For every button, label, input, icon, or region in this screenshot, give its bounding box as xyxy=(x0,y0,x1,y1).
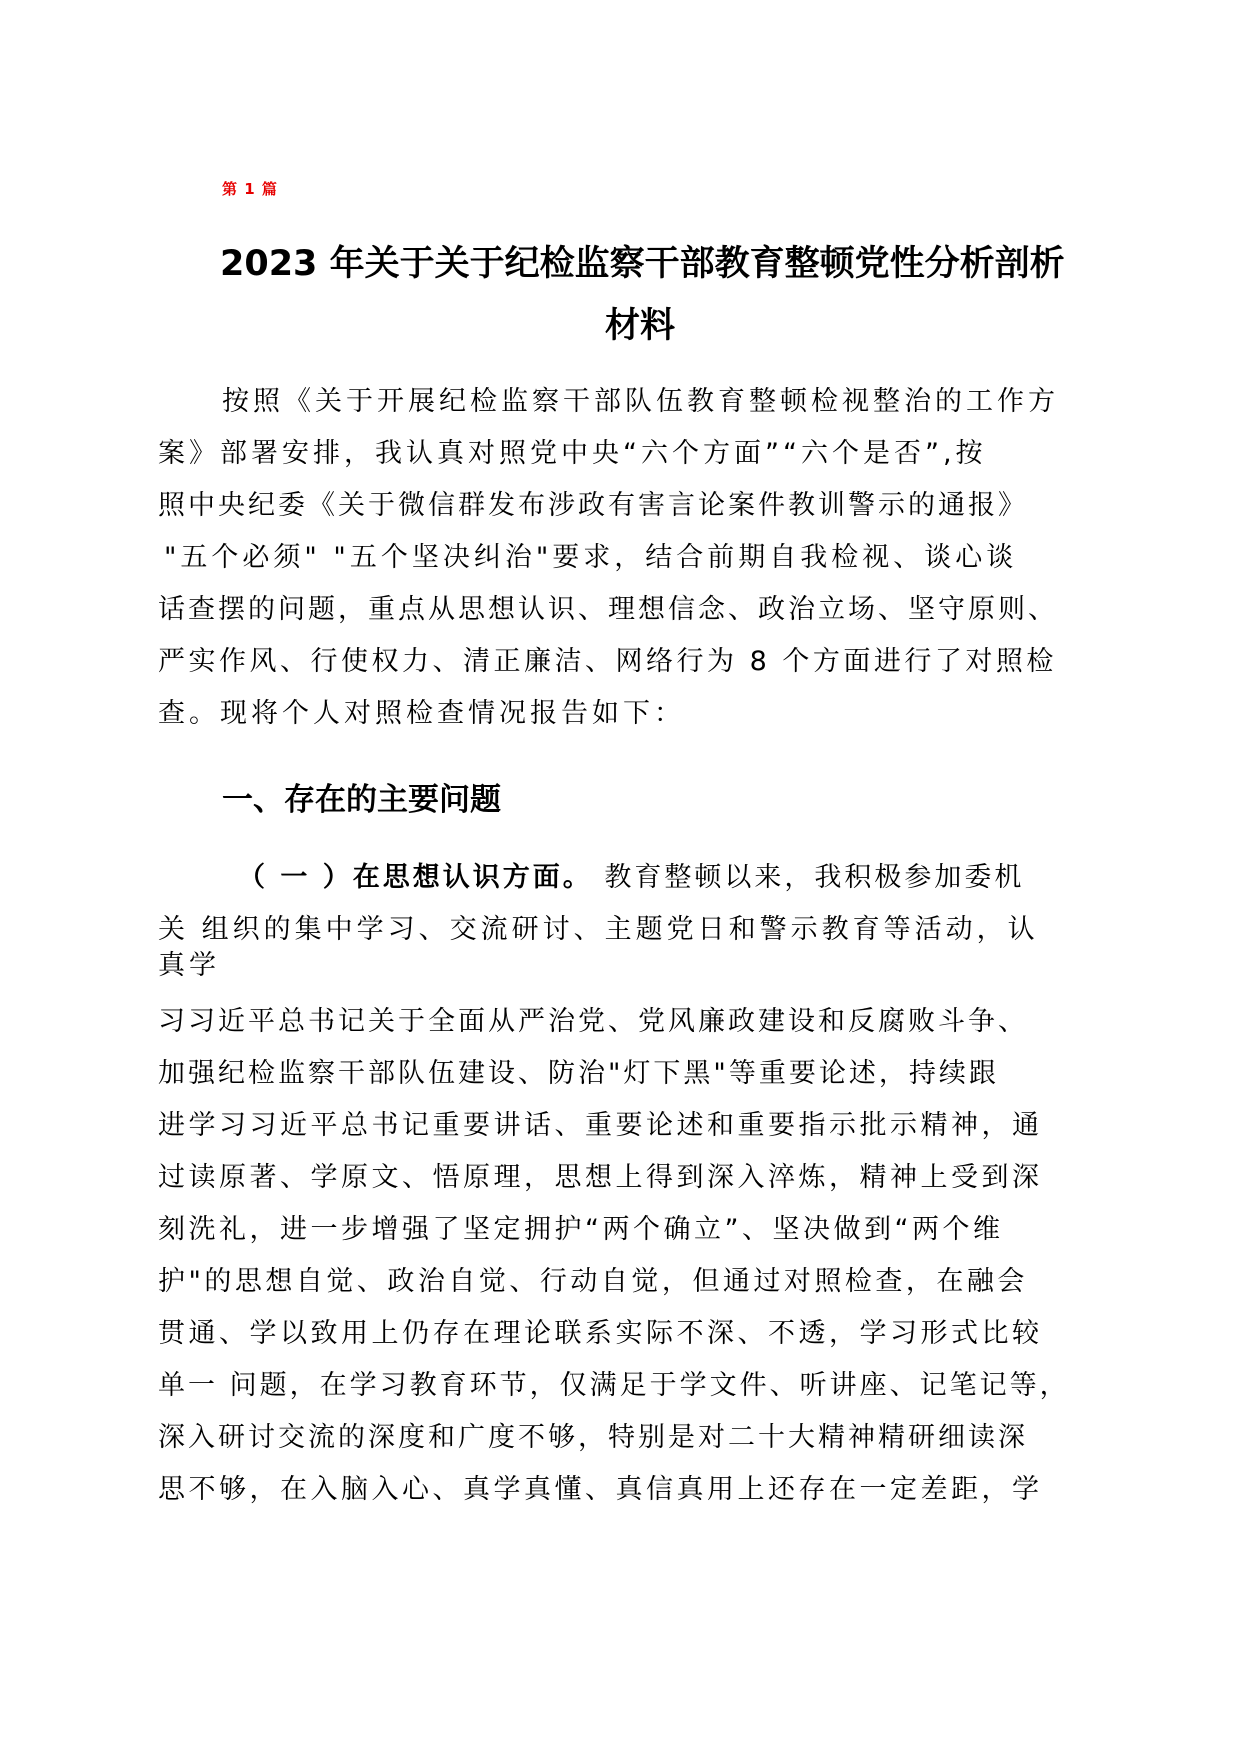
article-number-label: 第 1 篇 xyxy=(222,180,278,198)
subsection-1-line-4: 习习近平总书记关于全面从严治党、党风廉政建设和反腐败斗争、 xyxy=(158,1006,1028,1037)
subsection-1-lead-text: 教育整顿以来，我积极参加委机 xyxy=(592,862,1025,893)
section-heading-main-problems: 一、存在的主要问题 xyxy=(222,782,501,818)
subsection-1-line-5: 加强纪检监察干部队伍建设、防治"灯下黑"等重要论述，持续跟 xyxy=(158,1058,999,1089)
intro-line-2: 案》部署安排，我认真对照党中央“六个方面”“六个是否”,按 xyxy=(158,438,987,469)
subsection-1-line-2: 关 组织的集中学习、交流研讨、主题党日和警示教育等活动，认 xyxy=(158,914,1039,945)
subsection-1-first-line xyxy=(238,864,1024,891)
intro-line-5: 话查摆的问题，重点从思想认识、理想信念、政治立场、坚守原则、 xyxy=(158,594,1058,625)
intro-line-3: 照中央纪委《关于微信群发布涉政有害言论案件教训警示的通报》 xyxy=(158,490,1028,521)
subsection-1-line-6: 进学习习近平总书记重要讲话、重要论述和重要指示批示精神，通 xyxy=(158,1110,1043,1141)
document-title-line-2: 材料 xyxy=(604,306,675,346)
subsection-1-line-13: 思不够，在入脑入心、真学真懂、真信真用上还存在一定差距，学 xyxy=(158,1474,1043,1505)
intro-line-7: 查。现将个人对照检查情况报告如下： xyxy=(158,698,685,729)
intro-line-4: "五个必须" "五个坚决纠治"要求，结合前期自我检视、谈心谈 xyxy=(164,542,1018,573)
intro-line-1: 按照《关于开展纪检监察干部队伍教育整顿检视整治的工作方 xyxy=(222,386,1059,417)
subsection-1-line-10: 贯通、学以致用上仍存在理论联系实际不深、不透，学习形式比较 xyxy=(158,1318,1043,1349)
subsection-1-line-3: 真学 xyxy=(158,950,220,981)
subsection-1-line-7: 过读原著、学原文、悟原理，思想上得到深入淬炼，精神上受到深 xyxy=(158,1162,1043,1193)
subsection-1-line-8: 刻洗礼，进一步增强了坚定拥护“两个确立”、坚决做到“两个维 xyxy=(158,1214,1004,1245)
subsection-1-heading: （ 一 ）在思想认识方面。 xyxy=(238,862,593,893)
document-title-line-1: 2023 年关于关于纪检监察干部教育整顿党性分析剖析 xyxy=(220,244,1065,284)
subsection-1-line-12: 深入研讨交流的深度和广度不够，特别是对二十大精神精研细读深 xyxy=(158,1422,1028,1453)
intro-line-6: 严实作风、行使权力、清正廉洁、网络行为 8 个方面进行了对照检 xyxy=(158,646,1057,677)
subsection-1-line-9: 护"的思想自觉、政治自觉、行动自觉，但通过对照检查，在融会 xyxy=(158,1266,1028,1297)
subsection-1-line-11: 单一 问题，在学习教育环节，仅满足于学文件、听讲座、记笔记等， xyxy=(158,1370,1070,1401)
